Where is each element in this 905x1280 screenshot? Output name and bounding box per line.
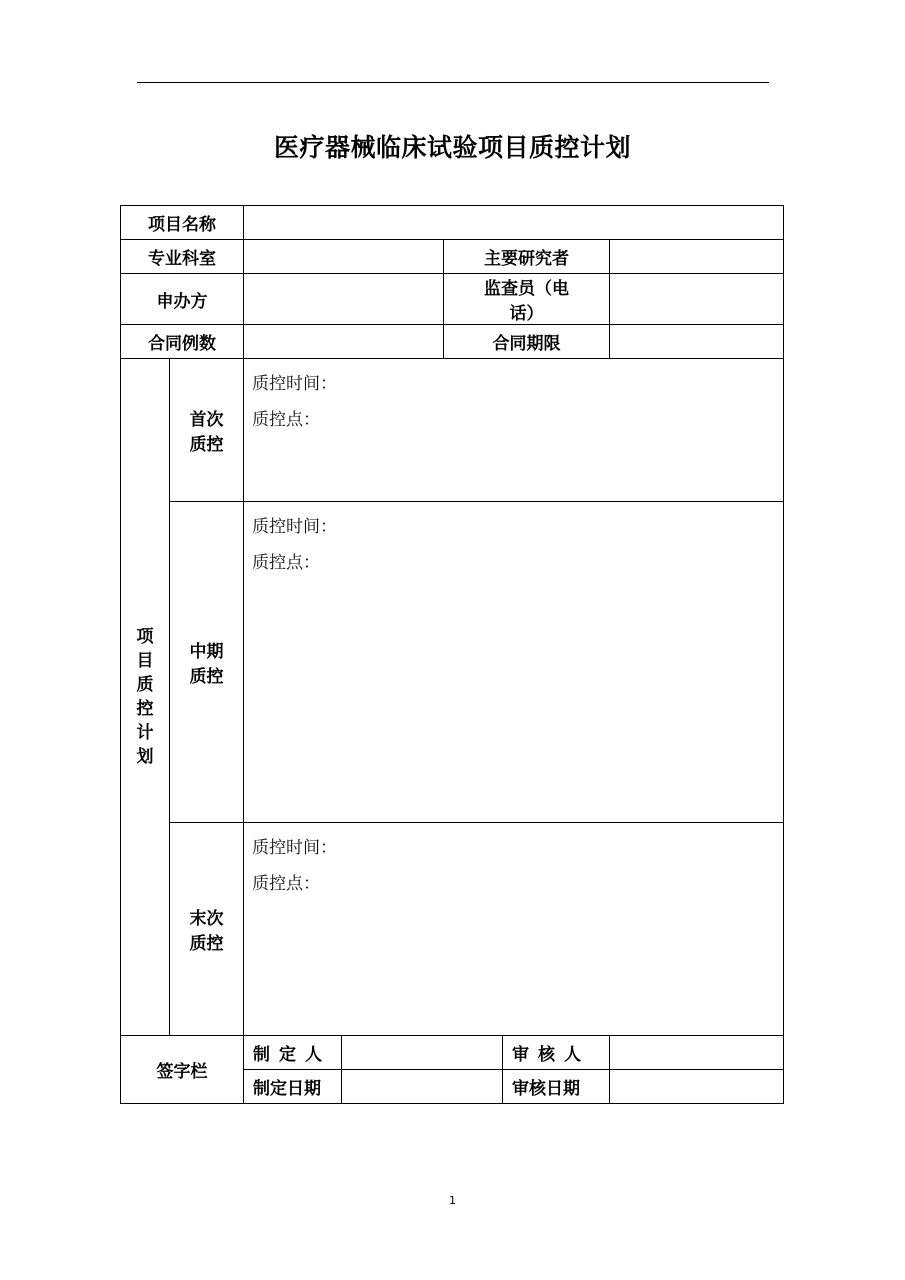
pi-field[interactable] [610,240,784,274]
middle-qc-content[interactable] [244,502,784,823]
final-qc-point-label: 质控点： [252,874,320,894]
sponsor-field[interactable] [244,274,444,325]
row-final-qc [121,823,784,1036]
plan-char: 控 [136,699,154,719]
middle-qc-label-line-1: 中期 [189,642,224,662]
reviewer-field[interactable] [610,1036,784,1070]
row-contract [121,325,784,359]
review-date-field[interactable] [610,1070,784,1104]
monitor-label [444,274,610,325]
plan-section-label [121,359,170,1036]
qc-plan-table [120,205,784,1104]
middle-qc-label [170,502,244,823]
document-title: 医疗器械临床试验项目质控计划 [273,133,631,162]
make-date-label: 制定日期 [244,1070,342,1104]
review-date-label: 审核日期 [503,1070,610,1104]
first-qc-point-label: 质控点： [252,410,320,430]
pi-label: 主要研究者 [444,240,610,274]
contract-period-field[interactable] [610,325,784,359]
middle-qc-label-line-2: 质控 [189,667,224,687]
contract-cases-field[interactable] [244,325,444,359]
contract-period-label: 合同期限 [444,325,610,359]
first-qc-label-line-2: 质控 [189,435,224,455]
project-name-field[interactable] [244,206,784,240]
monitor-label-line-1: 监查员（电 [484,279,569,299]
row-project-name [121,206,784,240]
reviewer-label: 审核人 [503,1036,610,1070]
sponsor-label: 申办方 [121,274,244,325]
final-qc-label-line-2: 质控 [189,934,224,954]
first-qc-content[interactable] [244,359,784,502]
signature-section-label: 签字栏 [121,1036,244,1104]
middle-qc-time-label: 质控时间： [252,517,337,537]
monitor-label-line-2: 话） [509,304,544,324]
maker-field[interactable] [342,1036,503,1070]
row-department [121,240,784,274]
page-number: 1 [449,1194,456,1207]
plan-char: 目 [136,651,154,671]
maker-label: 制定人 [244,1036,342,1070]
plan-char: 计 [136,723,154,743]
first-qc-time-label: 质控时间： [252,374,337,394]
first-qc-label [170,359,244,502]
final-qc-label [170,823,244,1036]
row-first-qc [121,359,784,502]
plan-char: 项 [136,627,154,647]
row-sponsor [121,274,784,325]
plan-char: 划 [136,747,154,767]
final-qc-content[interactable] [244,823,784,1036]
header-rule [137,82,769,83]
contract-cases-label: 合同例数 [121,325,244,359]
middle-qc-point-label: 质控点： [252,553,320,573]
final-qc-label-line-1: 末次 [189,909,224,929]
row-middle-qc [121,502,784,823]
plan-char: 质 [136,675,154,695]
project-name-label: 项目名称 [121,206,244,240]
department-field[interactable] [244,240,444,274]
make-date-field[interactable] [342,1070,503,1104]
department-label: 专业科室 [121,240,244,274]
monitor-field[interactable] [610,274,784,325]
final-qc-time-label: 质控时间： [252,838,337,858]
row-signature-1 [121,1036,784,1070]
first-qc-label-line-1: 首次 [189,410,224,430]
